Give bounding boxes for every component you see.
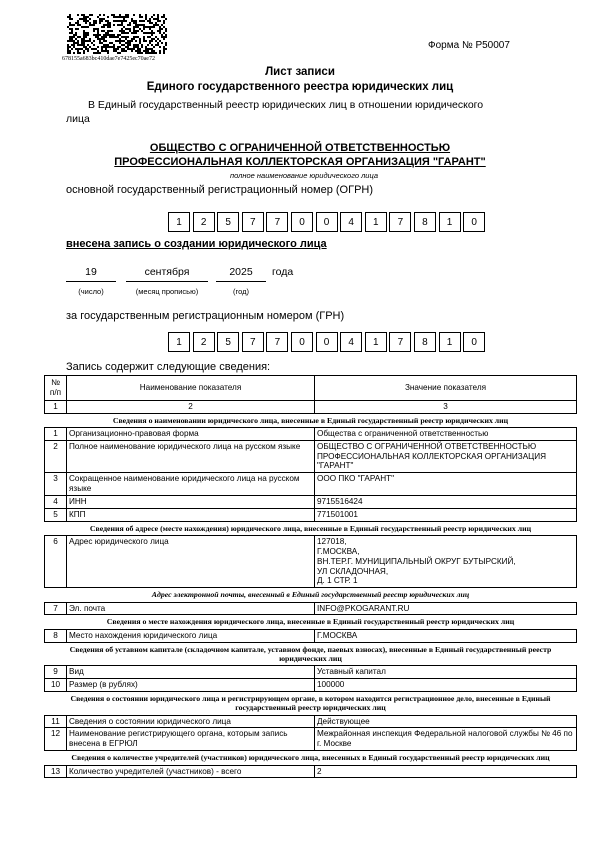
row-value: 771501001 bbox=[315, 508, 577, 521]
row-number: 7 bbox=[45, 602, 67, 615]
row-label: Сокращенное наименование юридического лица на русском языке bbox=[67, 473, 315, 496]
digit-box: 7 bbox=[389, 332, 411, 352]
row-value: Г.МОСКВА bbox=[315, 629, 577, 642]
col-header-num: № п/п bbox=[45, 376, 67, 401]
section-heading-name: Сведения о наименовании юридического лица, внесенные в Единый государственный реестр юридических лиц bbox=[112, 415, 509, 425]
row-number: 9 bbox=[45, 666, 67, 679]
row-value: Действующее bbox=[315, 715, 577, 728]
table-row bbox=[45, 728, 577, 751]
row-number: 5 bbox=[45, 508, 67, 521]
col-number: 3 bbox=[315, 400, 577, 413]
date-year: 2025 bbox=[216, 266, 266, 282]
row-number: 10 bbox=[45, 679, 67, 692]
row-value: 9715516424 bbox=[315, 495, 577, 508]
section-heading-capital: Сведения об уставном капитале (складочном капитале, уставном фонде, паевых взносах), внесенные в Единый государственный реестр юридических лиц bbox=[69, 644, 552, 663]
col-number: 1 bbox=[45, 400, 67, 413]
digit-box: 4 bbox=[340, 212, 362, 232]
digit-box: 1 bbox=[168, 212, 190, 232]
digit-box: 7 bbox=[242, 212, 264, 232]
row-number: 12 bbox=[45, 728, 67, 751]
row-value: INFO@PKOGARANT.RU bbox=[315, 602, 577, 615]
section-heading-location: Сведения о месте нахождения юридического лица, внесенные в Единый государственный реестр юридических лиц bbox=[106, 617, 515, 627]
page-title: Лист записи bbox=[265, 66, 335, 78]
digit-box: 0 bbox=[291, 332, 313, 352]
org-name-line2: ПРОФЕССИОНАЛЬНАЯ КОЛЛЕКТОРСКАЯ ОРГАНИЗАЦИЯ "ГАРАНТ" bbox=[114, 156, 486, 168]
digit-box: 2 bbox=[193, 332, 215, 352]
table-row bbox=[45, 715, 577, 728]
row-number: 13 bbox=[45, 765, 67, 778]
table-row bbox=[45, 535, 577, 587]
section-heading-address: Сведения об адресе (месте нахождения) юридического лица, внесенные в Единый государственный реестр юридических лиц bbox=[89, 523, 532, 533]
intro-line2: лица bbox=[66, 113, 90, 125]
year-caption: (год) bbox=[233, 287, 249, 296]
digit-box: 1 bbox=[168, 332, 190, 352]
month-caption: (месяц прописью) bbox=[135, 287, 199, 296]
table-row bbox=[45, 440, 577, 473]
digit-box: 2 bbox=[193, 212, 215, 232]
row-value: Межрайонная инспекция Федеральной налоговой службы № 46 по г. Москве bbox=[315, 728, 577, 751]
digit-box: 5 bbox=[217, 332, 239, 352]
table-row bbox=[45, 427, 577, 440]
row-label: Наименование регистрирующего органа, которым запись внесена в ЕГРЮЛ bbox=[67, 728, 315, 751]
digit-box: 0 bbox=[463, 332, 485, 352]
row-value: 127018, Г.МОСКВА, ВН.ТЕР.Г. МУНИЦИПАЛЬНЫЙ ОКРУГ БУТЫРСКИЙ, УЛ СКЛАДОЧНАЯ, Д. 1 СТР. 1 bbox=[315, 535, 577, 587]
intro-line1: В Единый государственный реестр юридических лиц в отношении юридического bbox=[88, 99, 484, 111]
table-header-row bbox=[45, 376, 577, 401]
records-table bbox=[44, 375, 577, 778]
barcode bbox=[67, 14, 167, 54]
digit-box: 0 bbox=[463, 212, 485, 232]
digit-box: 8 bbox=[414, 212, 436, 232]
section-heading-status: Сведения о состоянии юридического лица и регистрирующем органе, в котором находится регистрационное дело, внесенные в Единый государственный реестр юридических лиц bbox=[70, 693, 551, 713]
table-row bbox=[45, 495, 577, 508]
row-label: Организационно-правовая форма bbox=[67, 427, 315, 440]
digit-box: 0 bbox=[316, 332, 338, 352]
digit-box: 1 bbox=[439, 332, 461, 352]
table-row bbox=[45, 473, 577, 496]
digit-box: 7 bbox=[266, 212, 288, 232]
grn-digits bbox=[168, 332, 488, 352]
col-number: 2 bbox=[67, 400, 315, 413]
table-row bbox=[45, 666, 577, 679]
section-heading-founders: Сведения о количестве учредителей (участников) юридического лица, внесенных в Единый государственный реестр юридических лиц bbox=[71, 753, 550, 763]
row-label: Место нахождения юридического лица bbox=[67, 629, 315, 642]
col-number-row bbox=[45, 400, 577, 413]
section-heading-email: Адрес электронной почты, внесенный в Единый государственный реестр юридических лиц bbox=[151, 590, 470, 600]
row-value: ООО ПКО "ГАРАНТ" bbox=[315, 473, 577, 496]
date-day: 19 bbox=[66, 266, 116, 282]
page-subtitle: Единого государственного реестра юридических лиц bbox=[146, 81, 454, 93]
barcode-code: 678155a683bc410dae7e7425ec70ae72 bbox=[62, 56, 155, 62]
ogrn-label: основной государственный регистрационный номер (ОГРН) bbox=[66, 184, 374, 196]
row-value: 2 bbox=[315, 765, 577, 778]
row-number: 2 bbox=[45, 440, 67, 473]
digit-box: 7 bbox=[242, 332, 264, 352]
org-name-caption: полное наименование юридического лица bbox=[230, 171, 379, 180]
digit-box: 1 bbox=[439, 212, 461, 232]
row-number: 3 bbox=[45, 473, 67, 496]
row-label: Количество учредителей (участников) - всего bbox=[67, 765, 315, 778]
row-number: 1 bbox=[45, 427, 67, 440]
date-year-word: года bbox=[272, 266, 294, 278]
grn-label: за государственным регистрационным номером (ГРН) bbox=[66, 310, 345, 322]
table-row bbox=[45, 765, 577, 778]
digit-box: 8 bbox=[414, 332, 436, 352]
form-number: Форма № Р50007 bbox=[428, 40, 510, 51]
digit-box: 4 bbox=[340, 332, 362, 352]
digit-box: 0 bbox=[316, 212, 338, 232]
col-header-value: Значение показателя bbox=[315, 376, 577, 401]
row-value: Уставный капитал bbox=[315, 666, 577, 679]
entry-text: внесена запись о создании юридического лица bbox=[66, 238, 327, 250]
row-number: 4 bbox=[45, 495, 67, 508]
day-caption: (число) bbox=[78, 287, 104, 296]
row-value: 100000 bbox=[315, 679, 577, 692]
table-row bbox=[45, 629, 577, 642]
row-label: Вид bbox=[67, 666, 315, 679]
digit-box: 0 bbox=[291, 212, 313, 232]
row-number: 6 bbox=[45, 535, 67, 587]
col-header-name: Наименование показателя bbox=[67, 376, 315, 401]
row-value: Общества с ограниченной ответственностью bbox=[315, 427, 577, 440]
digit-box: 1 bbox=[365, 212, 387, 232]
digit-box: 5 bbox=[217, 212, 239, 232]
row-label: КПП bbox=[67, 508, 315, 521]
ogrn-digits bbox=[168, 212, 488, 232]
row-label: ИНН bbox=[67, 495, 315, 508]
row-label: Полное наименование юридического лица на русском языке bbox=[67, 440, 315, 473]
table-row bbox=[45, 679, 577, 692]
contains-label: Запись содержит следующие сведения: bbox=[66, 361, 271, 373]
table-row bbox=[45, 602, 577, 615]
row-label: Эл. почта bbox=[67, 602, 315, 615]
digit-box: 7 bbox=[389, 212, 411, 232]
row-label: Размер (в рублях) bbox=[67, 679, 315, 692]
org-name-line1: ОБЩЕСТВО С ОГРАНИЧЕННОЙ ОТВЕТСТВЕННОСТЬЮ bbox=[149, 142, 451, 154]
row-label: Сведения о состоянии юридического лица bbox=[67, 715, 315, 728]
row-value: ОБЩЕСТВО С ОГРАНИЧЕННОЙ ОТВЕТСТВЕННОСТЬЮ ПРОФЕССИОНАЛЬНАЯ КОЛЛЕКТОРСКАЯ ОРГАНИЗАЦИЯ "ГАРАНТ" bbox=[315, 440, 577, 473]
table-row bbox=[45, 508, 577, 521]
row-number: 8 bbox=[45, 629, 67, 642]
row-number: 11 bbox=[45, 715, 67, 728]
row-label: Адрес юридического лица bbox=[67, 535, 315, 587]
digit-box: 1 bbox=[365, 332, 387, 352]
date-month: сентября bbox=[126, 266, 208, 282]
digit-box: 7 bbox=[266, 332, 288, 352]
